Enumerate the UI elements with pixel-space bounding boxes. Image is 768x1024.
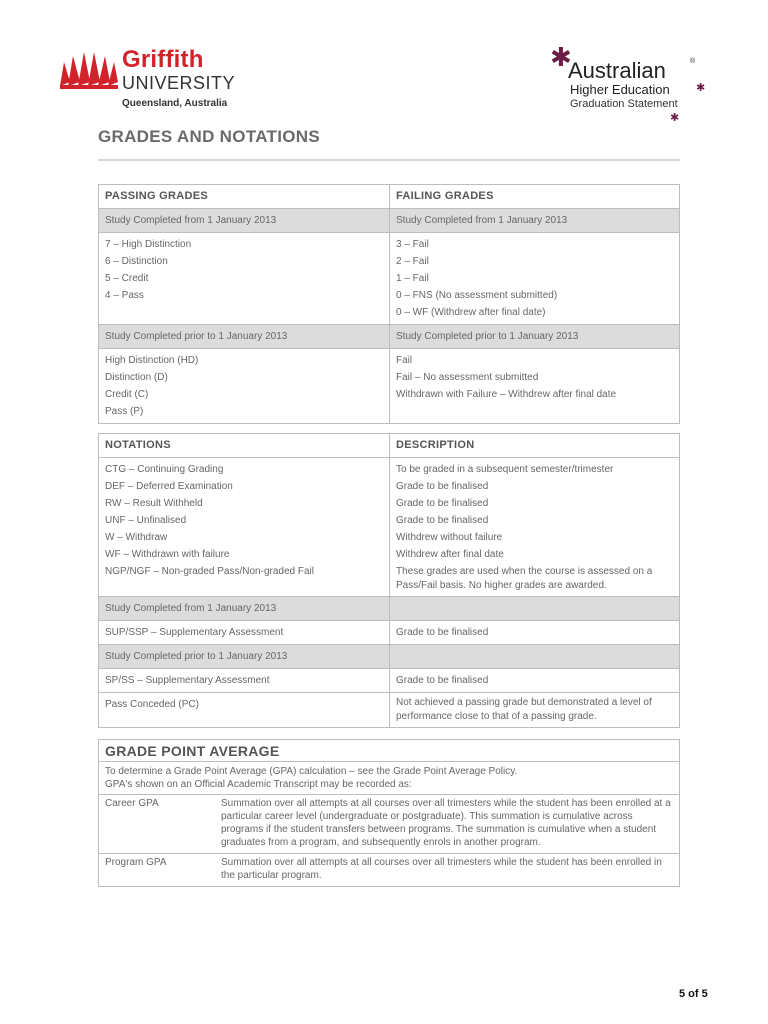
list-item: These grades are used when the course is assessed on a Pass/Fail basis. No higher grades are awarded. bbox=[396, 566, 653, 591]
list-item: High Distinction (HD) bbox=[105, 355, 199, 366]
list-item: 3 – Fail bbox=[396, 239, 429, 250]
list-item: UNF – Unfinalised bbox=[105, 515, 187, 526]
sup-description: Grade to be finalised bbox=[390, 621, 680, 645]
empty-cell bbox=[390, 597, 680, 621]
table-row bbox=[99, 458, 680, 597]
list-item: 5 – Credit bbox=[105, 273, 149, 284]
table-row bbox=[99, 669, 680, 693]
star-icon: ✱ bbox=[550, 42, 572, 72]
description-header: DESCRIPTION bbox=[390, 434, 680, 458]
from-2013-label: Study Completed from 1 January 2013 bbox=[99, 209, 390, 233]
list-item: 2 – Fail bbox=[396, 256, 429, 267]
table-row bbox=[99, 233, 680, 325]
table-row bbox=[99, 434, 680, 458]
list-item: Withdrew without failure bbox=[396, 532, 503, 543]
ahegs-line2: Higher Education bbox=[570, 82, 670, 97]
failing-grades-prior-cell bbox=[390, 349, 680, 424]
from-2013-label: Study Completed from 1 January 2013 bbox=[99, 597, 390, 621]
ahegs-logo bbox=[546, 44, 716, 124]
list-item: Withdrew after final date bbox=[396, 549, 504, 560]
list-item: 7 – High Distinction bbox=[105, 239, 192, 250]
list-item: 0 – FNS (No assessment submitted) bbox=[396, 290, 558, 301]
descriptions-cell bbox=[390, 458, 680, 597]
table-row bbox=[99, 185, 680, 209]
griffith-flame-icon bbox=[58, 52, 120, 90]
gpa-title: GRADE POINT AVERAGE bbox=[99, 740, 679, 762]
list-item: WF – Withdrawn with failure bbox=[105, 549, 230, 560]
list-item: W – Withdraw bbox=[105, 532, 168, 543]
list-item: Distinction (D) bbox=[105, 372, 168, 383]
page-title: GRADES AND NOTATIONS bbox=[98, 127, 320, 146]
table-row bbox=[99, 325, 680, 349]
program-gpa-row bbox=[99, 853, 679, 886]
ahegs-line3: Graduation Statement bbox=[570, 98, 678, 110]
ahegs-line1: Australian bbox=[568, 58, 666, 83]
prior-2013-label: Study Completed prior to 1 January 2013 bbox=[99, 325, 390, 349]
sp-notation: SP/SS – Supplementary Assessment bbox=[99, 669, 390, 693]
table-row bbox=[99, 621, 680, 645]
table-row bbox=[99, 597, 680, 621]
list-item: NGP/NGF – Non-graded Pass/Non-graded Fail bbox=[105, 566, 314, 577]
gpa-intro-line: GPA's shown on an Official Academic Transcript may be recorded as: bbox=[105, 779, 412, 790]
gpa-section bbox=[98, 739, 680, 887]
from-2013-label: Study Completed from 1 January 2013 bbox=[390, 209, 680, 233]
page-number: 5 of 5 bbox=[679, 988, 708, 1000]
pc-notation: Pass Conceded (PC) bbox=[99, 693, 390, 728]
list-item: Pass (P) bbox=[105, 406, 144, 417]
list-item: To be graded in a subsequent semester/trimester bbox=[396, 464, 614, 475]
list-item: Grade to be finalised bbox=[396, 515, 489, 526]
passing-grades-from-cell bbox=[99, 233, 390, 325]
table-row bbox=[99, 693, 680, 728]
program-gpa-description: Summation over all attempts at all courses over all trimesters while the student has been enrolled in the particular program. bbox=[221, 857, 662, 881]
list-item: 1 – Fail bbox=[396, 273, 429, 284]
sup-notation: SUP/SSP – Supplementary Assessment bbox=[99, 621, 390, 645]
list-item: 4 – Pass bbox=[105, 290, 144, 301]
prior-2013-label: Study Completed prior to 1 January 2013 bbox=[99, 645, 390, 669]
gpa-intro-line: To determine a Grade Point Average (GPA) calculation – see the Grade Point Average Policy. bbox=[105, 766, 518, 777]
list-item: RW – Result Withheld bbox=[105, 498, 203, 509]
prior-2013-label: Study Completed prior to 1 January 2013 bbox=[390, 325, 680, 349]
grades-table bbox=[98, 184, 680, 424]
list-item: CTG – Continuing Grading bbox=[105, 464, 224, 475]
notations-cell bbox=[99, 458, 390, 597]
griffith-location: Queensland, Australia bbox=[122, 98, 228, 109]
gpa-intro bbox=[99, 762, 679, 795]
failing-grades-header: FAILING GRADES bbox=[390, 185, 680, 209]
title-divider bbox=[98, 159, 680, 161]
career-gpa-label: Career GPA bbox=[105, 798, 159, 809]
list-item: Credit (C) bbox=[105, 389, 149, 400]
table-row bbox=[99, 349, 680, 424]
notations-header: NOTATIONS bbox=[99, 434, 390, 458]
list-item: Withdrawn with Failure – Withdrew after final date bbox=[396, 389, 617, 400]
list-item: Fail – No assessment submitted bbox=[396, 372, 539, 383]
passing-grades-prior-cell bbox=[99, 349, 390, 424]
program-gpa-label: Program GPA bbox=[105, 857, 167, 868]
notations-table bbox=[98, 433, 680, 728]
table-row bbox=[99, 645, 680, 669]
career-gpa-row bbox=[99, 795, 679, 853]
griffith-name: Griffith bbox=[122, 46, 204, 73]
failing-grades-from-cell bbox=[390, 233, 680, 325]
empty-cell bbox=[390, 645, 680, 669]
list-item: Fail bbox=[396, 355, 413, 366]
griffith-logo bbox=[58, 46, 248, 116]
sp-description: Grade to be finalised bbox=[390, 669, 680, 693]
passing-grades-header: PASSING GRADES bbox=[99, 185, 390, 209]
star-icon: ✱ bbox=[670, 112, 680, 124]
table-row bbox=[99, 209, 680, 233]
list-item: Grade to be finalised bbox=[396, 481, 489, 492]
career-gpa-description: Summation over all attempts at all courses over all trimesters while the student has been enrolled at a particular career level (undergraduate or postgraduate). This summation is cumulative across programs if the student transfers between programs. The summation is cumulative when a student graduates from a program, and subsequently enrols in another program. bbox=[221, 798, 671, 848]
registered-mark: ® bbox=[690, 58, 696, 65]
pc-description: Not achieved a passing grade but demonstrated a level of performance close to that of a passing grade. bbox=[390, 693, 680, 728]
list-item: Grade to be finalised bbox=[396, 498, 489, 509]
star-icon: ✱ bbox=[696, 82, 706, 94]
list-item: DEF – Deferred Examination bbox=[105, 481, 233, 492]
list-item: 6 – Distinction bbox=[105, 256, 168, 267]
list-item: 0 – WF (Withdrew after final date) bbox=[396, 307, 546, 318]
griffith-university: UNIVERSITY bbox=[122, 73, 236, 93]
